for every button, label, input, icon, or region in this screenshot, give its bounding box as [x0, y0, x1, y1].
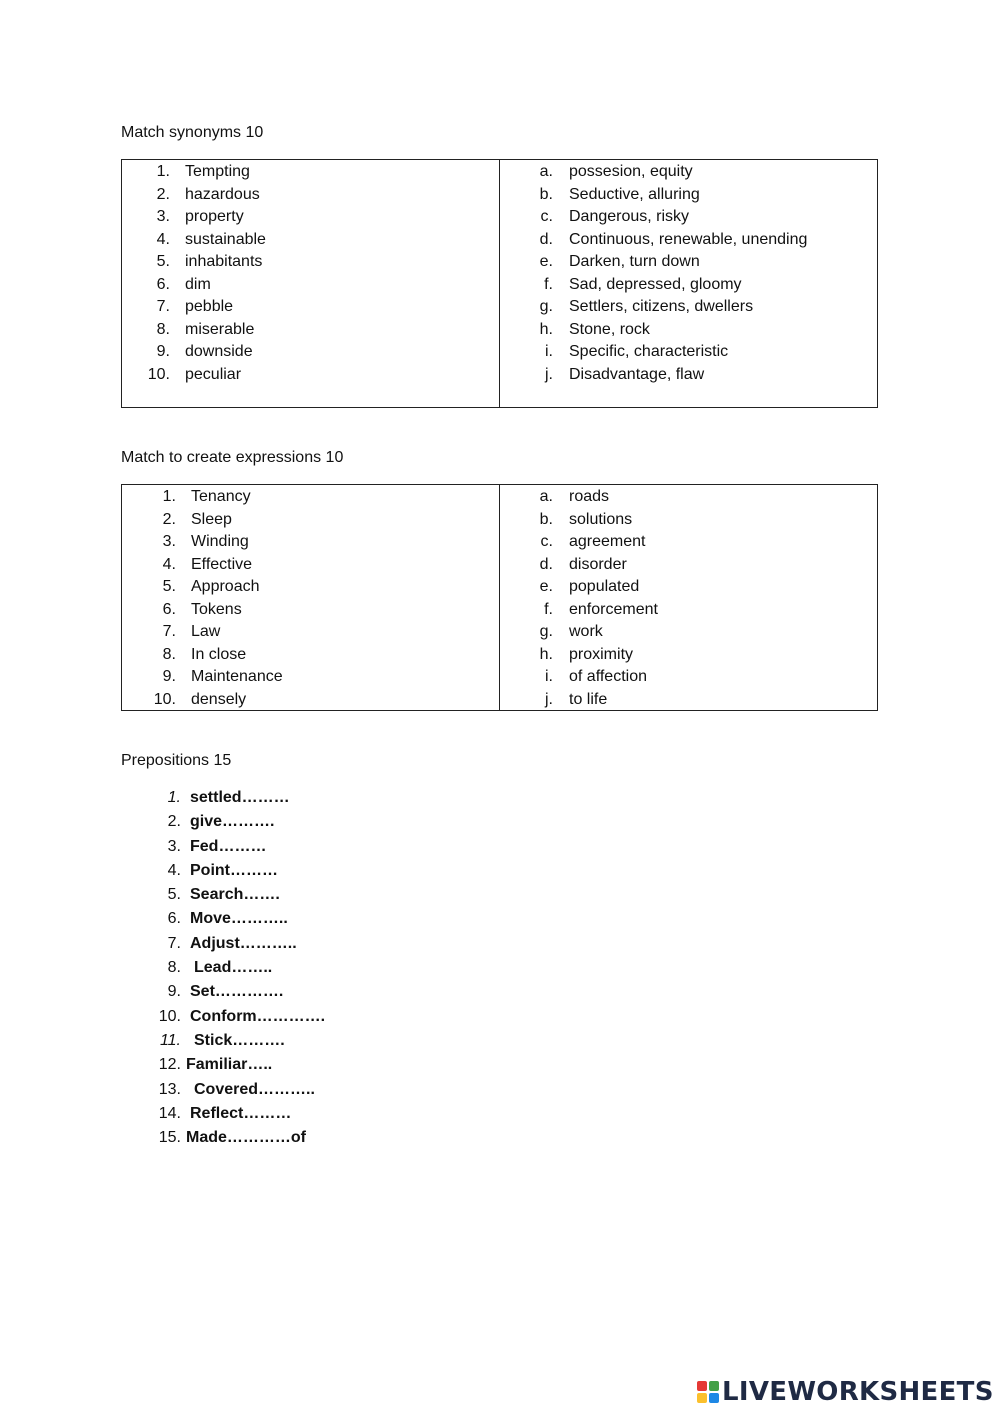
match-row [500, 576, 877, 599]
preposition-prompt: Search……. [190, 886, 280, 904]
item-number: 4. [162, 555, 176, 573]
item-number: 6. [156, 275, 170, 293]
item-text: of affection [569, 668, 647, 685]
item-text: disorder [569, 555, 627, 573]
term-row [122, 251, 499, 274]
item-number: 4. [167, 861, 181, 879]
synonyms-left-column [122, 160, 500, 407]
match-row [500, 644, 877, 667]
item-number: 7. [156, 298, 170, 315]
item-number: a. [539, 488, 553, 505]
item-text: Law [191, 623, 221, 640]
item-number: d. [539, 555, 553, 573]
item-number: 4. [156, 230, 170, 248]
term-row [122, 576, 499, 599]
item-text: Disadvantage, flaw [569, 365, 705, 383]
item-number: 10. [147, 365, 170, 383]
preposition-prompt: Covered……….. [194, 1080, 315, 1098]
item-text: solutions [569, 510, 633, 528]
item-number: f. [544, 275, 553, 293]
item-text: agreement [569, 533, 646, 550]
item-text: Tenancy [191, 488, 251, 505]
item-text: pebble [185, 298, 234, 315]
term-row [122, 206, 499, 229]
term-row [122, 274, 499, 297]
item-number: j. [545, 365, 553, 383]
item-number: 3. [167, 837, 181, 855]
item-number: 11. [159, 1031, 181, 1049]
item-text: densely [191, 690, 247, 708]
item-text: roads [569, 488, 610, 505]
expressions-table [121, 484, 878, 711]
expressions-left-column [122, 485, 500, 710]
item-number: 6. [167, 910, 181, 928]
item-number: 9. [156, 343, 170, 360]
item-number: 1. [162, 488, 176, 505]
item-number: 5. [162, 578, 176, 595]
item-number: a. [539, 163, 553, 180]
match-row [500, 206, 877, 229]
item-text: Sad, depressed, gloomy [569, 275, 742, 293]
item-number: g. [539, 298, 553, 315]
match-row [500, 274, 877, 297]
logo-square-yellow [697, 1393, 707, 1403]
item-text: possesion, equity [569, 163, 693, 180]
match-row [500, 509, 877, 532]
term-row [122, 644, 499, 667]
preposition-prompt: Reflect……… [190, 1104, 292, 1122]
item-number: 1. [167, 789, 181, 806]
preposition-prompt: give………. [190, 813, 275, 831]
match-row [500, 599, 877, 622]
item-text: populated [569, 578, 640, 595]
logo-mark-icon [697, 1381, 719, 1403]
item-text: proximity [569, 645, 634, 663]
match-row [500, 251, 877, 274]
item-text: enforcement [569, 600, 658, 618]
preposition-prompt: Made…………of [186, 1129, 306, 1147]
logo-square-blue [709, 1393, 719, 1403]
item-number: 13. [158, 1080, 181, 1098]
item-number: i. [545, 668, 553, 685]
match-row [500, 486, 877, 509]
match-row [500, 296, 877, 319]
item-text: sustainable [185, 230, 266, 248]
item-number: e. [539, 578, 553, 595]
preposition-prompt: settled……… [190, 789, 290, 806]
match-row [500, 161, 877, 184]
match-row [500, 319, 877, 342]
term-row [122, 229, 499, 252]
term-row [122, 689, 499, 712]
preposition-prompt: Fed……… [190, 837, 267, 855]
item-text: peculiar [185, 365, 242, 383]
item-text: inhabitants [185, 253, 263, 270]
item-text: Winding [191, 533, 249, 550]
item-number: 5. [167, 886, 181, 904]
match-row [500, 531, 877, 554]
term-row [122, 554, 499, 577]
term-row [122, 364, 499, 387]
item-number: 7. [167, 934, 181, 952]
item-text: Continuous, renewable, unending [569, 230, 808, 248]
item-number: 15. [158, 1129, 181, 1147]
item-text: hazardous [185, 185, 260, 203]
term-row [122, 509, 499, 532]
term-row [122, 184, 499, 207]
item-text: Sleep [191, 510, 232, 528]
preposition-prompt: Familiar….. [186, 1056, 273, 1074]
item-number: h. [539, 645, 553, 663]
term-row [122, 296, 499, 319]
item-number: 8. [162, 645, 176, 663]
preposition-prompt: Stick………. [194, 1031, 285, 1049]
term-row [122, 486, 499, 509]
term-row [122, 621, 499, 644]
expressions-heading: Match to create expressions 10 [121, 449, 344, 466]
item-text: Tokens [191, 600, 242, 618]
item-number: i. [545, 343, 553, 360]
term-row [122, 161, 499, 184]
synonyms-heading: Match synonyms 10 [121, 124, 264, 141]
item-number: 5. [156, 253, 170, 270]
item-text: to life [569, 690, 608, 708]
item-number: 8. [156, 320, 170, 338]
expressions-right-column [500, 485, 877, 710]
match-row [500, 689, 877, 712]
item-number: g. [539, 623, 553, 640]
match-row [500, 666, 877, 689]
item-number: 2. [162, 510, 176, 528]
preposition-prompt: Set…………. [190, 983, 284, 1001]
item-number: c. [540, 208, 553, 225]
prepositions-heading: Prepositions 15 [121, 752, 232, 769]
term-row [122, 666, 499, 689]
item-number: 8. [167, 959, 181, 977]
synonyms-right-column [500, 160, 877, 407]
item-number: 12. [158, 1056, 181, 1074]
match-row [500, 621, 877, 644]
item-number: 2. [167, 813, 181, 831]
item-text: Tempting [185, 163, 250, 180]
preposition-prompt: Conform…………. [190, 1007, 326, 1025]
logo-text: LIVEWORKSHEETS [722, 1377, 994, 1407]
item-text: Stone, rock [569, 320, 650, 338]
match-row [500, 184, 877, 207]
preposition-prompt: Point……… [190, 861, 278, 879]
term-row [122, 341, 499, 364]
match-row [500, 554, 877, 577]
logo-square-red [697, 1381, 707, 1391]
item-text: dim [185, 275, 211, 293]
liveworksheets-logo [697, 1377, 994, 1407]
item-text: Approach [191, 578, 260, 595]
term-row [122, 319, 499, 342]
item-text: In close [191, 645, 247, 663]
item-number: f. [544, 600, 553, 618]
item-text: miserable [185, 320, 255, 338]
preposition-prompt: Lead…….. [194, 959, 273, 977]
term-row [122, 531, 499, 554]
item-number: 9. [167, 983, 181, 1001]
item-number: b. [539, 510, 553, 528]
item-number: 7. [162, 623, 176, 640]
item-number: b. [539, 185, 553, 203]
item-number: 2. [156, 185, 170, 203]
item-text: work [569, 623, 603, 640]
item-number: e. [539, 253, 553, 270]
item-text: Maintenance [191, 668, 283, 685]
item-number: 3. [156, 208, 170, 225]
synonyms-table [121, 159, 878, 408]
item-number: c. [540, 533, 553, 550]
logo-square-green [709, 1381, 719, 1391]
match-row [500, 364, 877, 387]
preposition-prompt: Move……….. [190, 910, 288, 928]
item-number: 9. [162, 668, 176, 685]
item-text: Seductive, alluring [569, 185, 700, 203]
item-text: Specific, characteristic [569, 343, 729, 360]
item-number: 10. [153, 690, 176, 708]
item-number: 1. [156, 163, 170, 180]
preposition-prompt: Adjust……….. [190, 934, 297, 952]
item-number: 6. [162, 600, 176, 618]
term-row [122, 599, 499, 622]
item-text: Settlers, citizens, dwellers [569, 298, 754, 315]
item-number: d. [539, 230, 553, 248]
item-number: h. [539, 320, 553, 338]
item-text: property [185, 208, 244, 225]
item-text: Darken, turn down [569, 253, 700, 270]
item-text: Dangerous, risky [569, 208, 690, 225]
item-number: 3. [162, 533, 176, 550]
match-row [500, 229, 877, 252]
item-number: 10. [158, 1007, 181, 1025]
item-text: downside [185, 343, 253, 360]
item-number: 14. [158, 1104, 181, 1122]
item-number: j. [545, 690, 553, 708]
match-row [500, 341, 877, 364]
item-text: Effective [191, 555, 253, 573]
